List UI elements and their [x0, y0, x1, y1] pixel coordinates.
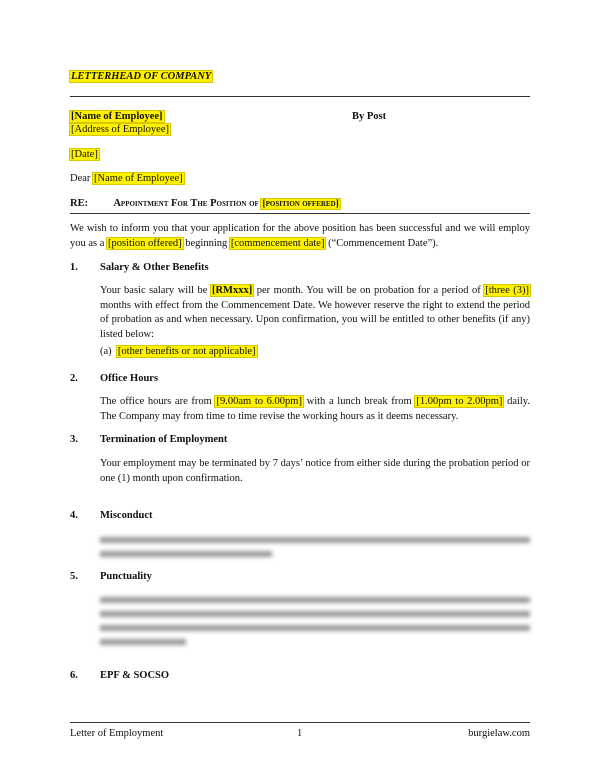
section-number-3: 3. — [70, 434, 78, 445]
section-heading-office-hours: Office Hours — [100, 373, 159, 384]
blurred-punctuality-text — [100, 593, 530, 645]
section-number-1: 1. — [70, 262, 78, 273]
section-heading-termination: Termination of Employment — [100, 434, 228, 445]
recipient-name: [Name of Employee] — [71, 111, 163, 122]
re-rule — [70, 213, 530, 214]
termination-paragraph: Your employment may be terminated by 7 days’ notice from either side during the probation period or one (1) month upon confirmation. — [100, 458, 530, 484]
page-number: 1 — [297, 728, 303, 739]
benefit-item: (a) [other benefits or not applicable] — [100, 346, 256, 357]
delivery-method: By Post — [352, 111, 387, 122]
section-heading-misconduct: Misconduct — [100, 510, 153, 521]
footer-title: Letter of Employment — [70, 728, 164, 739]
section-number-5: 5. — [70, 571, 78, 582]
footer-rule — [70, 722, 530, 723]
re-line: RE: Appointment For The Position of [position offered] — [70, 198, 339, 209]
section-heading-epf-socso: EPF & SOCSO — [100, 670, 170, 681]
letterhead: LETTERHEAD OF COMPANY — [71, 71, 212, 82]
letter-date: [Date] — [71, 149, 98, 160]
header-rule — [70, 96, 530, 97]
office-hours-paragraph: The office hours are from [9.00am to 6.00pm] with a lunch break from [1.00pm to 2.00pm] daily. The Company may from time to time revise the working hours as it deems necessary. — [100, 396, 531, 422]
recipient-address: [Address of Employee] — [71, 124, 169, 135]
section-number-4: 4. — [70, 510, 78, 521]
footer-website: burgielaw.com — [468, 728, 530, 739]
salutation: Dear [Name of Employee] — [70, 173, 183, 184]
blurred-misconduct-text — [100, 533, 530, 557]
section-number-6: 6. — [70, 670, 78, 681]
section-number-2: 2. — [70, 373, 78, 384]
salary-paragraph: Your basic salary will be [RMxxx] per month. You will be on probation for a period of [three (3)] months with effect from the Commencement Date. We however reserve the right to extend the period of probation as and when necessary. Upon confirmation, you will be entitled to other benefits (if any) listed below: — [100, 285, 530, 340]
section-heading-punctuality: Punctuality — [100, 571, 152, 582]
section-heading-salary: Salary & Other Benefits — [100, 262, 209, 273]
intro-paragraph: We wish to inform you that your application for the above position has been successful and we will employ you as a [position offered] beginning [commencement date] (“Commencement Date”). — [70, 223, 530, 249]
